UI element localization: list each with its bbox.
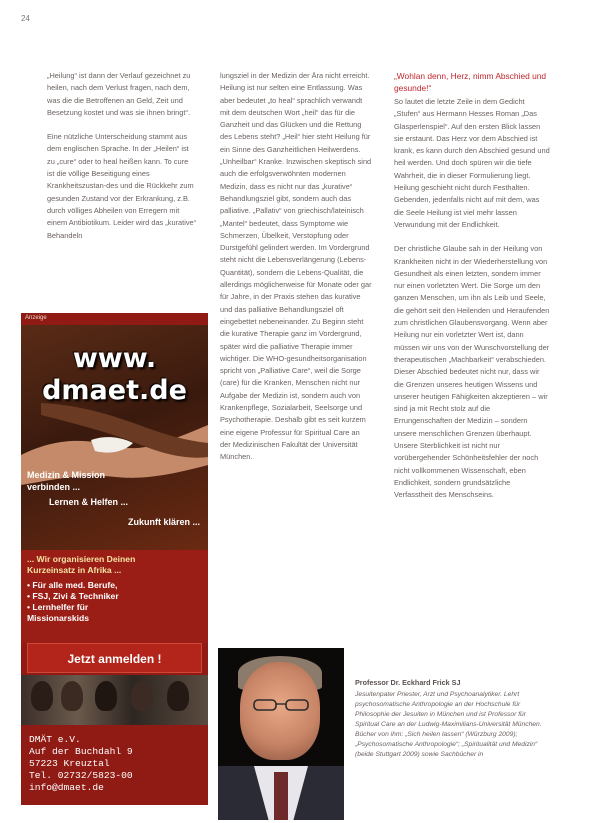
section-heading: „Wohlan denn, Herz, nimm Abschied und gesunde!“	[394, 71, 547, 93]
text-column-1	[47, 70, 197, 254]
ad-organize-line-1: ... Wir organisieren Deinen	[27, 554, 136, 564]
ad-phone: Tel. 02732/5823-00	[29, 770, 133, 781]
paragraph: Der christliche Glaube sah in der Heilung von Krankheiten nicht in der Wiederherstellung von Gesundheit als einen letzten, sondern immer nur einen vorletzten Wert. Die Sorge um den ganzen Menschen, um ihn als Leib und Seele, die gehört seit den Heilenden und Heraufenden zum christlichen Glaubensvorgang. Wenn aber Heilung nur ein vorletzter Wert ist, dann müssen wir uns von der Wunschvorstellung der therapeutischen „Machbarkeit“ verabschieden. Dieser Abschied bedeutet nicht nur, dass wir die Grenzen unseres heutigen Wissens und unserer heutigen Fähigkeiten akzeptieren – wir sind ja mit Recht stolz auf die Errungenschaften der Medizin – sondern unsere menschlichen Grenzen überhaupt. Unsere Sterblichkeit ist nicht nur vorübergehender Schönheitsfehler der noch nicht vollkommenen Wissenschaft, eben Endlichkeit, sondern grundsätzliche Verfasstheit des Menschseins.	[394, 244, 550, 500]
author-name: Professor Dr. Eckhard Frick SJ	[355, 678, 461, 687]
ad-address-line: Auf der Buchdahl 9	[29, 746, 133, 757]
text-column-2	[220, 70, 372, 476]
ad-children-photo	[21, 675, 208, 725]
ad-organize-line-2: Kurzeinsatz in Afrika ...	[27, 565, 122, 575]
paragraph: Eine nützliche Unterscheidung stammt aus dem englischen Sprache. In der „Heilen“ ist zu „cure“ oder to heal heißen kann. To cure ist die völlige Beseitigung eines Krankheitszustan-des und die Rückkehr zum gesunden Zustand vor der Erkrankung, z.B. durch völliges Abheilen von Erregern mit einem Antibiotikum. Leider wird das „kurative“ Behandeln	[47, 132, 197, 240]
author-bio: Jesuitenpater Priester, Arzt und Psychoanalytiker. Lehrt psychosomatische Anthropologie an der Hochschule für Philosophie der Jesuiten in München und ist Professor für Spiritual Care an der Ludwig-Maximilians-Universität München. Bücher von ihm: „Sich heilen lassen“ (Würzburg 2009); „Psychosomatische Anthropologie“; „Spiritualität und Medizin“ (beide Stuttgart 2009) sowie Sachbücher in	[355, 691, 542, 758]
list-item: Missionarskids	[27, 613, 90, 623]
text-column-3	[394, 70, 550, 514]
glasses-icon	[252, 698, 310, 712]
ad-url-line-1: www.	[72, 343, 157, 374]
ad-address	[29, 734, 133, 794]
ad-url-line-2: dmaet.de	[42, 375, 187, 406]
ad-tagline-3: Zukunft klären ...	[127, 517, 200, 527]
advertisement[interactable]	[21, 313, 208, 805]
ad-label: Anzeige	[25, 315, 47, 321]
paragraph: So lautet die letzte Zeile in dem Gedicht „Stufen“ aus Hermann Hesses Roman „Das Glasperlenspiel“. Auf den ersten Blick lassen sie erstaunt. Das Herz vor dem Abschied ist krank, es kann durch den Abschied gesund und heil werden. Und doch spüren wir die tiefe Wahrheit, die in dieser Formulierung liegt. Heilung geschieht nicht durch Festhalten. Gebenden, jedenfalls nicht auf mit dem, was die Seele Heilung ist viel mehr lassen Verwundung mit der Endlichkeit.	[394, 97, 550, 229]
author-caption	[355, 678, 551, 760]
ad-email-link[interactable]: info@dmaet.de	[29, 782, 104, 793]
paragraph: „Heilung“ ist dann der Verlauf gezeichnet zu heilen, nach dem Verlust fragen, nach dem, was die die Betroffenen an Geld, Zeit und Besetzung kostet und was sie ihnen bringt“.	[47, 71, 191, 117]
list-item: • Lernhelfer für	[27, 602, 89, 612]
page-number: 24	[21, 14, 30, 23]
ad-tagline-2: Lernen & Helfen ...	[49, 497, 129, 507]
register-button[interactable]: Jetzt anmelden !	[27, 643, 202, 673]
ad-tagline-1	[27, 469, 105, 493]
ad-organize-text	[27, 554, 135, 576]
list-item: • Für alle med. Berufe,	[27, 580, 118, 590]
ad-address-line: 57223 Kreuztal	[29, 758, 110, 769]
ad-bullet-list	[27, 580, 119, 624]
paragraph: lungsziel in der Medizin der Ära nicht erreicht. Heilung ist nur selten eine Entlassung. Was aber bedeutet „to heal“ sprachlich verwandt mit dem deutschen Wort „heil“ das für die Ganzheit und das Glücken und die Rettung des Lebens steht? „Heil“ hier steht Heilung für ein Sinne des Ganzheitlichen Heilwerdens. „Unheilbar“ Kranke. Inzwischen skeptisch sind auch die erfolgsverwöhnten modernen Medizin, dass es nicht nur das „kurative“ Behandlungsziel gibt, sondern auch das palliative. „Pallativ“ von griechisch/lateinisch „Mantel“ bedeutet, dass Symptome wie Schmerzen, Übelkeit, Verstopfung oder Durstgefühl gelindert werden. Im Vordergrund steht nicht die Lebensverlängerung (Lebens-Quantität), sondern die Lebens-Qualität, die allerdings möglicherweise für Monate oder gar für Jahre, in der Praxis stehen das kurative und das palliative Behandlungsziel oft eingebettet nebeneinander. Zu Beginn steht die kurative Therapie ganz im Vordergrund, später wird die palliative Therapie immer wichtiger. Die WHO-gesundheitsorganisation spricht von „Palliative Care“, weil die Sorge (care) für die Kranken, Menschen nicht nur Aufgabe der Medizin ist, sondern auch von Krankenpflege, Sozialarbeit, Seelsorge und Psychotherapie. Deshalb gibt es seit kurzem eine eigene Professur für Spiritual Care an der Medizinischen Fakultät der Universität München.	[220, 71, 372, 462]
ad-hands-image	[21, 325, 208, 550]
ad-tagline-1a: Medizin & Mission	[27, 470, 106, 480]
author-portrait	[218, 648, 344, 820]
list-item: • FSJ, Zivi & Techniker	[27, 591, 119, 601]
ad-address-line: DMÄT e.V.	[29, 734, 81, 745]
ad-tagline-1b: verbinden ...	[27, 482, 81, 492]
ad-info-block	[21, 550, 208, 643]
